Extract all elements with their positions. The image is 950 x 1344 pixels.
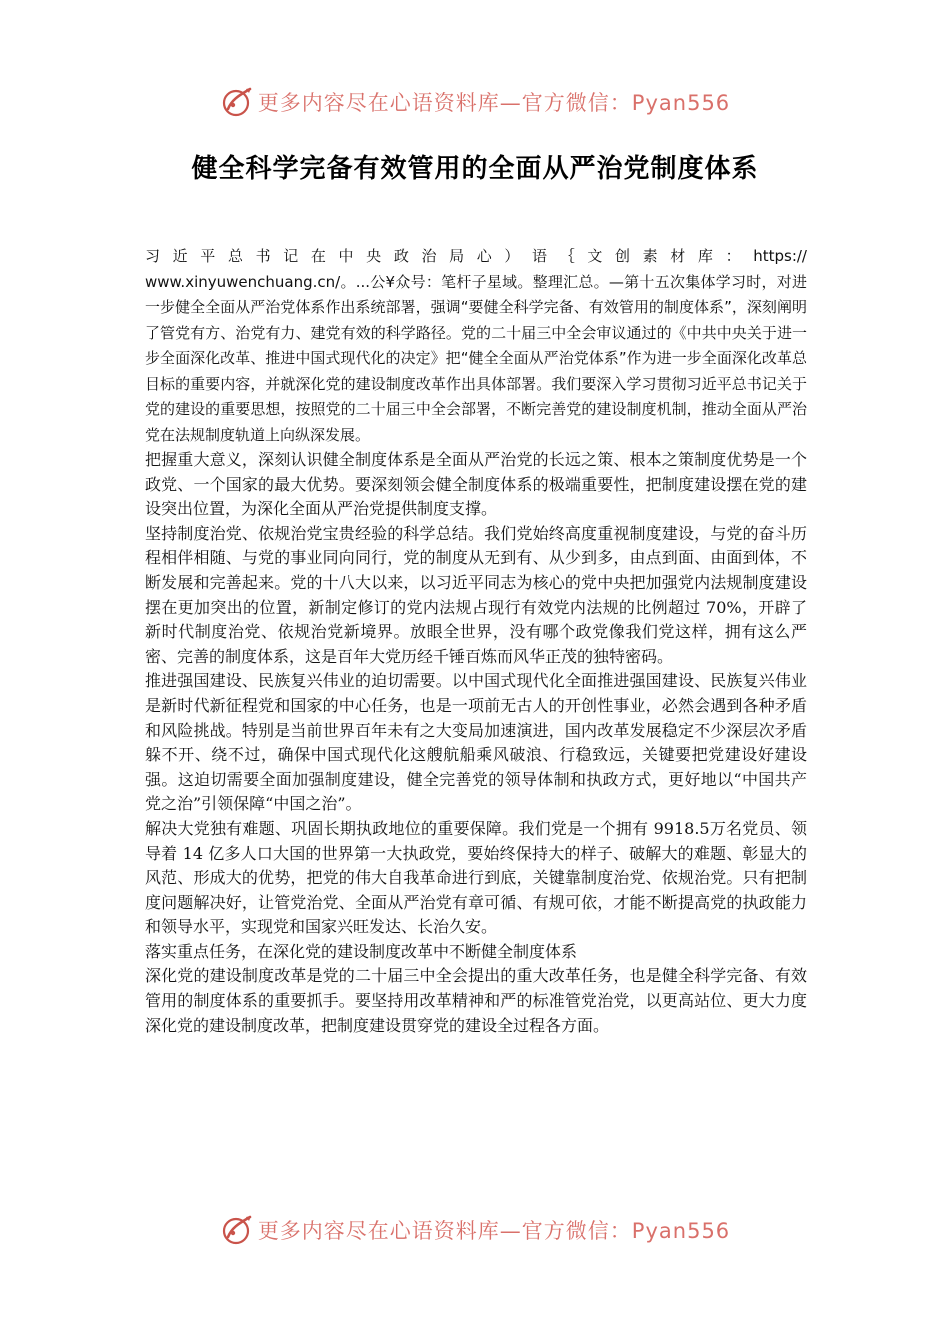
footer-banner-text: 更多内容尽在心语资料库—官方微信：Pyan556	[257, 1219, 731, 1243]
header-banner-text: 更多内容尽在心语资料库—官方微信：Pyan556	[257, 91, 731, 115]
intro-rest: www.xinyuwenchuang.cn/。...公¥众号：笔杆子星域。整理汇总。—第十五次集体学习时，对进一步健全全面从严治党体系作出系统部署，强调“要健全科学完备、有效管用的制度体系”，深刻阐明了管党有方、治党有力、建党有效的科学路径。党的二十届三中全会审议通过的《中共中央关于进一步全面深化改革、推进中国式现代化的决定》把“健全全面从严治党体系”作为进一步全面深化改革总目标的重要内容，并就深化党的建设制度改革作出具体部署。我们要深入学习贯彻习近平总书记关于党的建设的重要思想，按照党的二十届三中全会部署，不断完善党的建设制度机制，推动全面从严治党在法规制度轨道上向纵深发展。	[145, 272, 807, 444]
footer-banner	[0, 1208, 950, 1252]
pen-logo-icon	[220, 85, 254, 119]
body-paragraph: 推进强国建设、民族复兴伟业的迫切需要。以中国式现代化全面推进强国建设、民族复兴伟业是新时代新征程党和国家的中心任务，也是一项前无古人的开创性事业，必然会遇到各种矛盾和风险挑战。特别是当前世界百年未有之大变局加速演进，国内改革发展稳定不少深层次矛盾躲不开、绕不过，确保中国式现代化这艘航船乘风破浪、行稳致远，关键要把党建设好建设强。这迫切需要全面加强制度建设，健全完善党的领导体制和执政方式，更好地以“中国共产党之治”引领保障“中国之治”。	[145, 671, 807, 814]
body-paragraph: 坚持制度治党、依规治党宝贵经验的科学总结。我们党始终高度重视制度建设，与党的奋斗历程相伴相随、与党的事业同向同行，党的制度从无到有、从少到多，由点到面、由面到体，不断发展和完善起来。党的十八大以来，以习近平同志为核心的党中央把加强党内法规制度建设摆在更加突出的位置，新制定修订的党内法规占现行有效党内法规的比例超过 70%，开辟了新时代制度治党、依规治党新境界。放眼全世界，没有哪个政党像我们党这样，拥有这么严密、完善的制度体系，这是百年大党历经千锤百炼而风华正茂的独特密码。	[145, 523, 807, 666]
section-heading: 落实重点任务，在深化党的建设制度改革中不断健全制度体系	[145, 941, 578, 961]
page-title: 健全科学完备有效管用的全面从严治党制度体系	[191, 154, 759, 184]
document-body	[145, 244, 807, 1038]
body-paragraph: 深化党的建设制度改革是党的二十届三中全会提出的重大改革任务，也是健全科学完备、有效管用的制度体系的重要抓手。要坚持用改革精神和严的标准管党治党，以更高站位、更大力度深化党的建设制度改革，把制度建设贯穿党的建设全过程各方面。	[145, 966, 807, 1035]
intro-first-line: 习近平总书记在中央政治局心）语｛文创素材库：https://	[145, 247, 807, 265]
body-paragraph: 把握重大意义，深刻认识健全制度体系是全面从严治党的长远之策、根本之策制度优势是一个政党、一个国家的最大优势。要深刻领会健全制度体系的极端重要性，把制度建设摆在党的建设突出位置，为深化全面从严治党提供制度支撑。	[145, 450, 807, 519]
header-banner	[0, 80, 950, 124]
body-paragraph: 解决大党独有难题、巩固长期执政地位的重要保障。我们党是一个拥有 9918.5万名党员、领导着 14 亿多人口大国的世界第一大执政党，要始终保持大的样子、破解大的难题、彰显大的风范、形成大的优势，把党的伟大自我革命进行到底，关键靠制度治党、依规治党。只有把制度问题解决好，让管党治党、全面从严治党有章可循、有规可依，才能不断提高党的执政能力和领导水平，实现党和国家兴旺发达、长治久安。	[145, 818, 807, 937]
pen-logo-icon	[220, 1213, 254, 1247]
intro-paragraph	[145, 244, 807, 448]
